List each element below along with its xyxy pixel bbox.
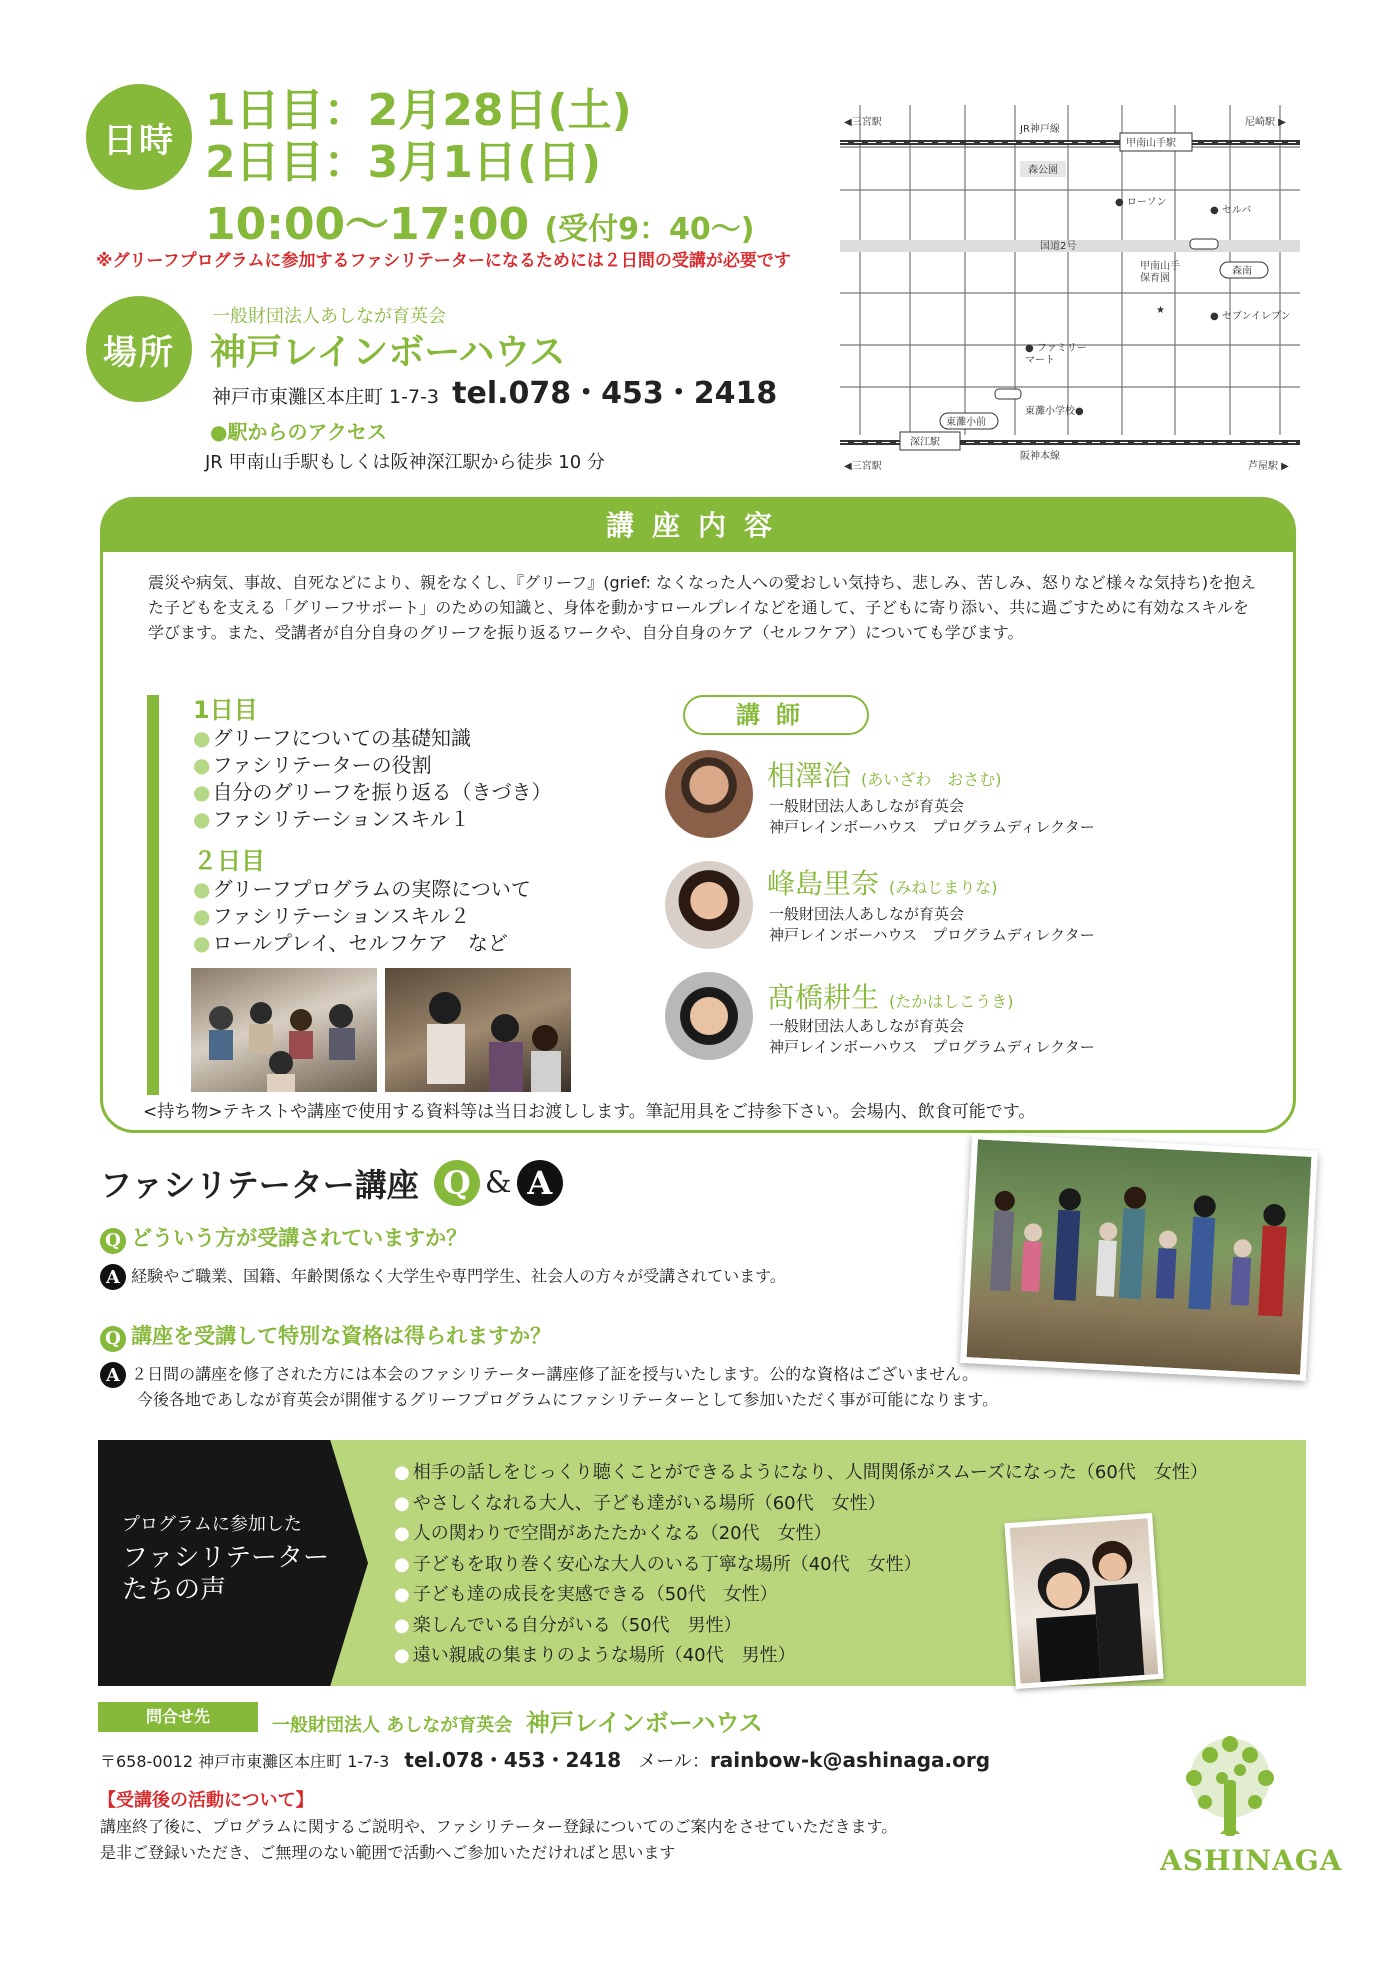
map-hanshin-line: 阪神本線	[1020, 451, 1060, 462]
venue-label: 場所	[86, 296, 192, 402]
venue-address: 神戸市東灘区本庄町 1-7-3	[212, 386, 440, 408]
day1-item: ● 自分のグリーフを振り返る（きづき）	[193, 779, 551, 806]
day-list	[193, 690, 551, 957]
voices-title-small: プログラムに参加した	[122, 1514, 302, 1535]
group-photo	[960, 1133, 1318, 1381]
star-icon: ★	[1156, 305, 1165, 316]
day1-title: 1日目	[193, 696, 258, 724]
map-sannomiya-top: ◀三宮駅	[844, 117, 882, 128]
after-text-line: 講座終了後に、プログラムに関するご説明や、ファシリテーター登録についてのご案内をさせていただきます。	[100, 1817, 898, 1836]
course-section	[100, 497, 1296, 1133]
a-badge-icon: A	[517, 1160, 563, 1206]
qa-and: &	[484, 1165, 512, 1201]
voices-title	[122, 1510, 329, 1606]
required-note: ※グリーフプログラムに参加するファシリテーターになるためには２日間の受講が必要です	[96, 251, 791, 271]
map-sannomiya-bottom: ◀三宮駅	[844, 461, 882, 472]
venue-address-line	[212, 368, 777, 412]
instructors-label: 講師	[683, 695, 869, 735]
answer-1	[100, 1264, 786, 1290]
instructor-org-text: 一般財団法人あしなが育英会	[769, 797, 965, 815]
logo-text: ASHINAGA	[1160, 1844, 1343, 1877]
avatar	[665, 750, 753, 838]
map-jr-line: JR神戸線	[1020, 124, 1060, 135]
time-text: 10:00～17:00	[205, 199, 530, 250]
voice-item: ● 子どもを取り巻く安心な大人のいる丁寧な場所（40代 女性）	[394, 1550, 1208, 1581]
facilitators-photo	[1004, 1513, 1163, 1689]
question-2	[100, 1320, 551, 1352]
people-icon	[1010, 1518, 1159, 1683]
question-text: どういう方が受講されていますか？	[131, 1226, 468, 1250]
instructor-org	[769, 1016, 1095, 1058]
map-higashinada-elem: 東灘小学校●	[1025, 406, 1084, 417]
voices-title-large: たちの声	[122, 1575, 227, 1605]
instructor-name	[767, 862, 998, 902]
instructor-role: 神戸レインボーハウス プログラムディレクター	[769, 1038, 1095, 1056]
q-badge-icon: Q	[100, 1228, 126, 1254]
contact-mail-label: メール：	[638, 1751, 710, 1772]
qa-title: ファシリテーター講座	[100, 1166, 419, 1204]
map-konan-station: 甲南山手駅	[1126, 138, 1176, 149]
instructor-kana: (あいざわ おさむ)	[861, 770, 1002, 789]
day1-item: ● グリーフについての基礎知識	[193, 725, 551, 752]
map-higashinada-front: 東灘小前	[946, 417, 986, 428]
instructor-name-text: 相澤治	[767, 759, 852, 792]
people-icon	[967, 1139, 1312, 1374]
workshop-photo-1	[191, 968, 377, 1092]
voices-title-large: ファシリテーター	[122, 1543, 329, 1573]
a-badge-icon: A	[100, 1362, 126, 1388]
question-1	[100, 1222, 467, 1254]
after-title: 【受講後の活動について】	[98, 1790, 314, 1811]
time-range	[205, 188, 755, 252]
contact-tel: tel.078・453・2418	[404, 1748, 622, 1772]
day2-item: ● グリーフプログラムの実際について	[193, 876, 551, 903]
answer-text: 今後各地であしなが育英会が開催するグリーフプログラムにファシリテーターとして参加いただく事が可能になります。	[137, 1390, 999, 1409]
voice-item: ● やさしくなれる大人、子ども達がいる場所（60代 女性）	[394, 1489, 1208, 1520]
map-fukae: 深江駅	[910, 437, 940, 448]
map-familymart: ● ファミリーマート	[1025, 343, 1087, 366]
voice-item: ● 楽しんでいる自分がいる（50代 男性）	[394, 1611, 1208, 1642]
day1-item: ● ファシリテーターの役割	[193, 752, 551, 779]
answer-text: ２日間の講座を修了された方には本会のファシリテーター講座修了証を授与いたします。公的な資格はございません。	[131, 1364, 979, 1384]
voice-item: ● 人の関わりで空間があたたかくなる（20代 女性）	[394, 1519, 1208, 1550]
q-badge-icon: Q	[100, 1326, 126, 1352]
instructor-name-text: 峰島里奈	[767, 867, 880, 900]
workshop-photo-2	[385, 968, 571, 1092]
access-title: ●駅からのアクセス	[210, 420, 387, 444]
day1-item: ● ファシリテーションスキル１	[193, 806, 551, 833]
course-header: 講座内容	[103, 500, 1293, 552]
answer-2	[100, 1362, 998, 1412]
venue-tel: tel.078・453・2418	[452, 376, 778, 411]
map-nursery: 甲南山手保育園	[1140, 261, 1180, 284]
course-description: 震災や病気、事故、自死などにより、親をなくし、『グリーフ』(grief: なくなった人への愛おしい気持ち、悲しみ、苦しみ、怒りなど様々な気持ち)を抱えた子どもを支える「グリーフサポート」のための知識と、身体を動かすロールプレイなどを通して、子どもに寄り添い、共に過ごすために有効なスキルを学びます。また、受講者が自分自身のグリーフを振り返るワークや、自分自身のケア（セルフケア）についても学びます。	[148, 573, 1257, 642]
people-icon	[385, 968, 571, 1092]
map-lawson: ● ローソン	[1115, 197, 1167, 208]
contact-org-line	[272, 1703, 763, 1738]
day2-item: ● ファシリテーションスキル２	[193, 903, 551, 930]
schedule-label: 日時	[86, 84, 192, 190]
access-text: JR 甲南山手駅もしくは阪神深江駅から徒歩 10 分	[205, 452, 605, 473]
q-badge-icon: Q	[434, 1160, 480, 1206]
day-bar	[147, 695, 159, 1095]
instructor-kana: (たかはしこうき)	[889, 992, 1014, 1011]
ashinaga-logo	[1160, 1730, 1343, 1880]
contact-mail[interactable]: rainbow-k@ashinaga.org	[709, 1748, 991, 1772]
instructor-org-text: 一般財団法人あしなが育英会	[769, 1017, 965, 1035]
voice-item: ● 子ども達の成長を実感できる（50代 女性）	[394, 1580, 1208, 1611]
instructor-role: 神戸レインボーハウス プログラムディレクター	[769, 818, 1095, 836]
avatar	[665, 972, 753, 1060]
instructor-role: 神戸レインボーハウス プログラムディレクター	[769, 926, 1095, 944]
day2-date: 2日目：3月1日(日)	[205, 137, 602, 188]
contact-address: 〒658-0012 神戸市東灘区本庄町 1-7-3	[100, 1752, 390, 1771]
access-map	[840, 105, 1300, 475]
map-mori-park: 森公園	[1028, 165, 1058, 176]
map-route2: 国道2号	[1040, 241, 1077, 252]
contact-label: 問合せ先	[98, 1702, 258, 1732]
venue-org: 一般財団法人あしなが育英会	[212, 306, 446, 327]
day2-title: ２日目	[193, 847, 265, 875]
a-badge-icon: A	[100, 1264, 126, 1290]
answer-text: 経験やご職業、国籍、年齢関係なく大学生や専門学生、社会人の方々が受講されています。	[131, 1266, 786, 1286]
contact-org: 一般財団法人 あしなが育英会	[272, 1715, 513, 1736]
qa-title-row	[100, 1160, 563, 1206]
bring-items: <持ち物>テキストや講座で使用する資料等は当日お渡しします。筆記用具をご持参下さい。会場内、飲食可能です。	[143, 1102, 1036, 1122]
map-amagasaki: 尼崎駅 ▶	[1245, 117, 1286, 128]
voice-item: ● 相手の話しをじっくり聴くことができるようになり、人間関係がスムーズになった（60代 女性）	[394, 1458, 1208, 1489]
instructor-org	[769, 796, 1095, 838]
contact-name: 神戸レインボーハウス	[525, 1709, 763, 1737]
instructor-name-text: 髙橋耕生	[767, 981, 880, 1014]
instructor-name	[767, 754, 1002, 794]
map-morimi: 森南	[1232, 266, 1252, 277]
map-seruba: ● セルバ	[1210, 205, 1252, 216]
after-text	[100, 1814, 897, 1866]
instructor-kana: (みねじまりな)	[889, 878, 998, 897]
map-ashiya: 芦屋駅 ▶	[1248, 461, 1289, 472]
people-icon	[191, 968, 377, 1092]
after-text-line: 是非ご登録いただき、ご無理のない範囲で活動へご参加いただければと思います	[100, 1843, 676, 1862]
avatar	[665, 861, 753, 949]
reception-time: (受付9：40～)	[544, 212, 755, 247]
tree-logo-icon	[1160, 1730, 1300, 1840]
venue-name: 神戸レインボーハウス	[210, 332, 566, 373]
question-text: 講座を受講して特別な資格は得られますか？	[131, 1324, 552, 1348]
instructor-org-text: 一般財団法人あしなが育英会	[769, 905, 965, 923]
instructor-org	[769, 904, 1095, 946]
voice-item: ● 遠い親戚の集まりのような場所（40代 男性）	[394, 1641, 1208, 1672]
instructor-name	[767, 976, 1014, 1016]
day2-item: ● ロールプレイ、セルフケア など	[193, 930, 551, 957]
contact-info-line	[100, 1744, 990, 1773]
day1-date: 1日目：2月28日(土)	[205, 85, 632, 136]
map-seven: ● セブンイレブン	[1210, 311, 1291, 322]
